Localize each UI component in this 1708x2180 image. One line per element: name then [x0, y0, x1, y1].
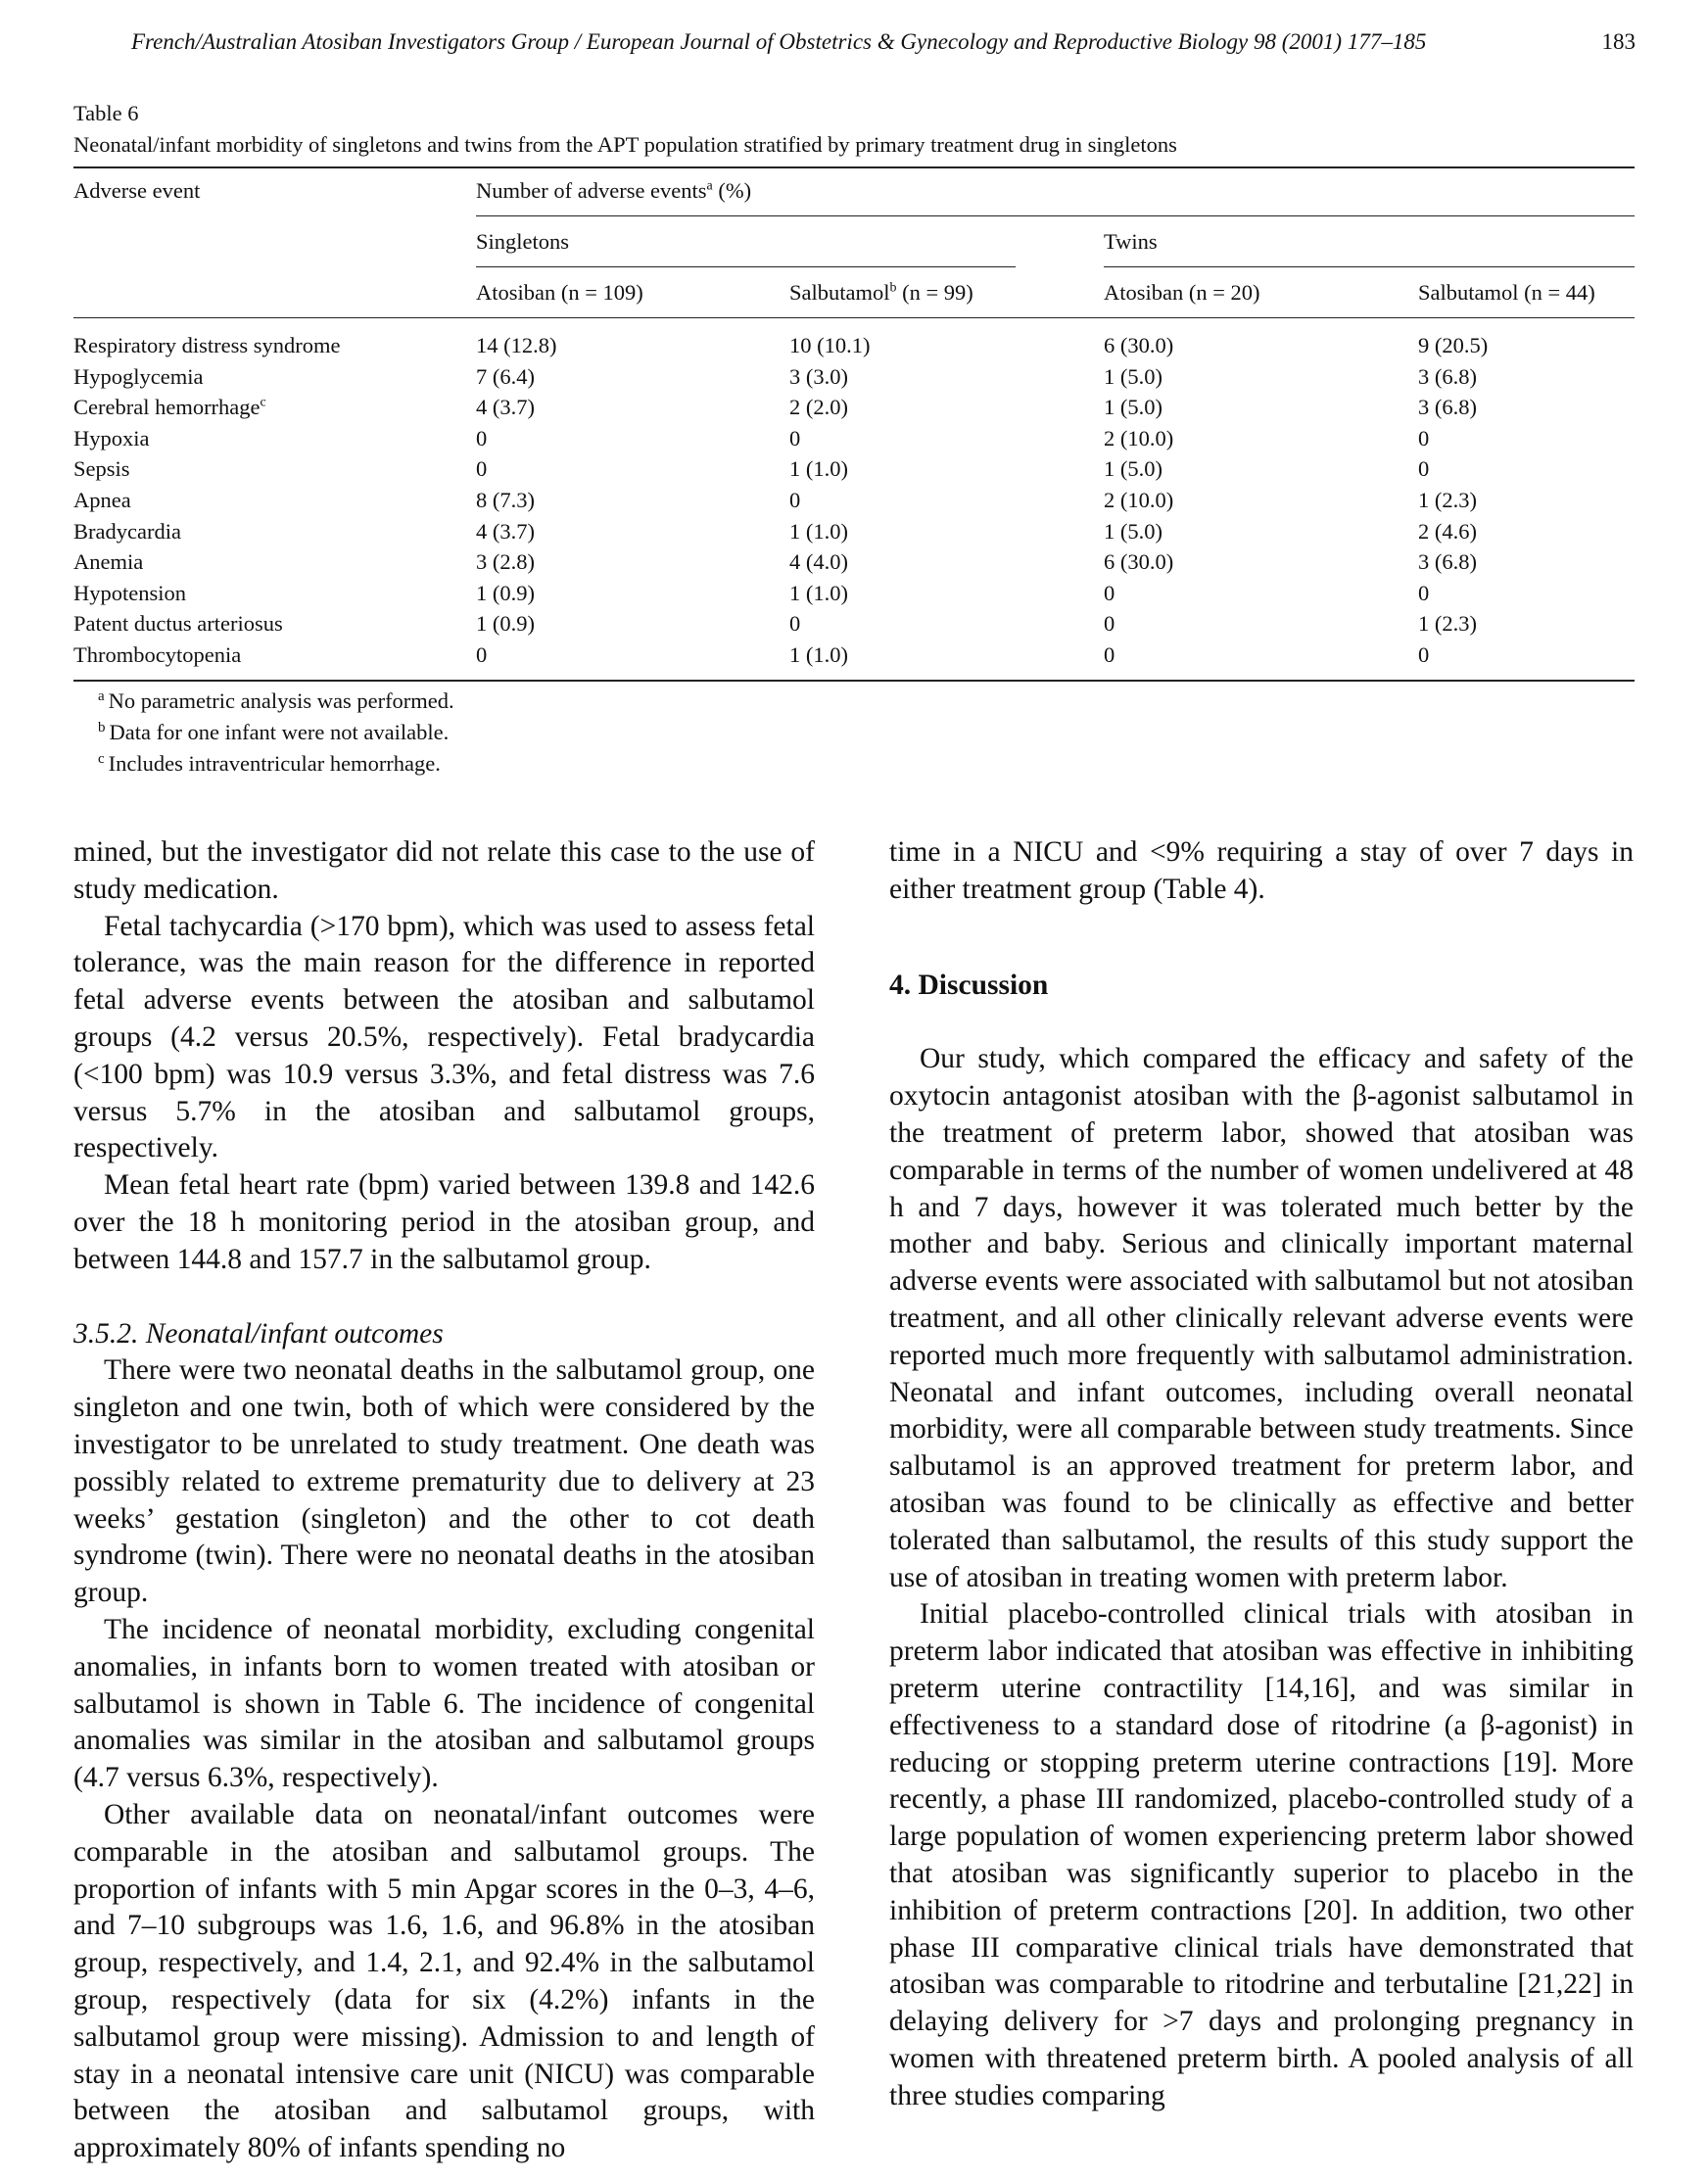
- footnote-b: $^b$ Data for one infant were not available.: [98, 719, 450, 744]
- paragraph: The incidence of neonatal morbidity, excluding congenital anomalies, in infants born to women treated with atosiban or salbutamol is shown in Table 6. The incidence of congenital anomalies was similar in the atosiban and salbutamol groups (4.7 versus 6.3%, respectively).: [73, 1613, 815, 1794]
- paragraph: Our study, which compared the efficacy and safety of the oxytocin antagonist atosiban with the β-agonist salbutamol in the treatment of preterm labor, showed that atosiban was comparable in terms of the number of women undelivered at 48 h and 7 days, however it was tolerated much better by the mother and baby. Serious and clinically important maternal adverse events were associated with salbutamol but not atosiban treatment, and all other clinically relevant adverse events were reported much more frequently with salbutamol administration. Neonatal and infant outcomes, including overall neonatal morbidity, were all comparable between study treatments. Since salbutamol is an approved treatment for preterm labor, and atosiban was found to be clinically as effective and better tolerated than salbutamol, the results of this study support the use of atosiban in treating women with preterm labor.: [889, 1043, 1634, 1593]
- table-cell: 0: [1104, 611, 1115, 637]
- table-cell: 4 (3.7): [476, 395, 535, 420]
- table-cell: 0: [476, 456, 488, 482]
- table-cell: 0: [1418, 580, 1430, 605]
- table-cell: 0: [1418, 425, 1430, 450]
- table-row-event: Hypoglycemia: [73, 363, 204, 389]
- table-cell: 1 (1.0): [789, 456, 848, 482]
- table-label: Table 6: [73, 101, 139, 125]
- footnote-a: $^a$ No parametric analysis was performed.: [98, 687, 454, 713]
- header-span-rule: [476, 215, 1635, 216]
- table-row-event: Anemia: [73, 549, 144, 575]
- table-cell: 3 (6.8): [1418, 549, 1477, 575]
- paragraph: Fetal tachycardia (>170 bpm), which was used to assess fetal tolerance, was the main reason for the difference in reported fetal adverse events between the atosiban and salbutamol groups (4.2 versus 20.5%, respectively). Fetal bradycardia (<100 bpm) was 10.9 versus 3.3%, and fetal distress was 7.6 versus 5.7% in the atosiban and salbutamol groups, respectively.: [73, 910, 815, 1164]
- table-cell: 1 (5.0): [1104, 395, 1162, 420]
- table-row-event: Hypotension: [73, 580, 186, 605]
- table-cell: 1 (1.0): [789, 642, 848, 667]
- table-cell: 1 (5.0): [1104, 456, 1162, 482]
- table-cell: 10 (10.1): [789, 333, 871, 357]
- header-col-salbutamol-singletons: Salbutamol$^b$ (n = 99): [789, 280, 973, 305]
- table-row-event: Cerebral hemorrhage$^c$: [73, 395, 266, 420]
- header-number-of-events: Number of adverse events$^a$ (%): [476, 178, 752, 203]
- table-cell: 9 (20.5): [1418, 333, 1489, 357]
- table-row-event: Sepsis: [73, 456, 130, 482]
- table-cell: 1 (2.3): [1418, 488, 1477, 512]
- table-row-event: Apnea: [73, 488, 131, 512]
- right-column: [889, 834, 1634, 2115]
- table-footnotes: [98, 686, 454, 780]
- table-cell: 0: [476, 642, 488, 667]
- table-cell: 0: [789, 425, 801, 450]
- table-cell: 0: [1418, 642, 1430, 667]
- subsection-heading: 3.5.2. Neonatal/infant outcomes: [73, 1317, 444, 1350]
- table-cell: 1 (0.9): [476, 611, 535, 637]
- paragraph: Initial placebo-controlled clinical trials with atosiban in preterm labor indicated that atosiban was effective in inhibiting preterm uterine contractility [14,16], and was similar in effectiveness to a standard dose of ritodrine (a β-agonist) in reducing or stopping preterm uterine contractions [19]. More recently, a phase III randomized, placebo-controlled study of a large population of women experiencing preterm labor showed that atosiban was significantly superior to placebo in the inhibition of preterm contractions [20]. In addition, two other phase III comparative clinical trials have demonstrated that atosiban was comparable to ritodrine and terbutaline [21,22] in delaying delivery for >7 days and prolonging pregnancy in women with threatened preterm birth. A pooled analysis of all three studies comparing: [889, 1598, 1634, 2111]
- table-bottom-rule: [73, 680, 1635, 682]
- table-title: Neonatal/infant morbidity of singletons and twins from the APT population stratified by primary treatment drug in singletons: [73, 132, 1177, 157]
- paragraph: time in a NICU and <9% requiring a stay of over 7 days in either treatment group (Table 4).: [889, 836, 1634, 905]
- table-cell: 2 (2.0): [789, 395, 848, 420]
- table-cell: 1 (1.0): [789, 580, 848, 605]
- table-cell: 0: [476, 425, 488, 450]
- header-singletons: Singletons: [476, 229, 570, 254]
- table-cell: 0: [789, 611, 801, 637]
- table-cell: 3 (6.8): [1418, 395, 1477, 420]
- table-cell: 6 (30.0): [1104, 333, 1174, 357]
- paragraph: Other available data on neonatal/infant outcomes were comparable in the atosiban and salbutamol groups. The proportion of infants with 5 min Apgar scores in the 0–3, 4–6, and 7–10 subgroups was 1.6, 1.6, and 96.8% in the atosiban group, respectively, and 1.4, 2.1, and 92.4% in the salbutamol group, respectively (data for six (4.2%) infants in the salbutamol group were missing). Admission to and length of stay in a neonatal intensive care unit (NICU) was comparable between the atosiban and salbutamol groups, with approximately 80% of infants spending no: [73, 1798, 815, 2164]
- singletons-rule: [476, 266, 1016, 267]
- header-col-salbutamol-twins: Salbutamol (n = 44): [1418, 280, 1595, 305]
- header-twins: Twins: [1104, 229, 1158, 254]
- table-cell: 4 (4.0): [789, 549, 848, 575]
- table-cell: 1 (5.0): [1104, 518, 1162, 544]
- table-cell: 7 (6.4): [476, 363, 535, 389]
- table-cell: 3 (2.8): [476, 549, 535, 575]
- header-bottom-rule: [73, 317, 1635, 318]
- table-cell: 1 (1.0): [789, 518, 848, 544]
- table-cell: 1 (2.3): [1418, 611, 1477, 637]
- running-head: [131, 29, 1636, 55]
- table-cell: 3 (6.8): [1418, 363, 1477, 389]
- table-row-event: Bradycardia: [73, 518, 181, 544]
- table-cell: 0: [1418, 456, 1430, 482]
- table-row-event: Respiratory distress syndrome: [73, 333, 341, 357]
- table-cell: 3 (3.0): [789, 363, 848, 389]
- table-cell: 2 (10.0): [1104, 488, 1174, 512]
- running-head-text: French/Australian Atosiban Investigators Group / European Journal of Obstetrics & Gynecology and Reproductive Biology 98 (2001) 177–185: [131, 29, 1427, 54]
- table-row-event: Hypoxia: [73, 425, 150, 450]
- table-cell: 2 (10.0): [1104, 425, 1174, 450]
- table-cell: 1 (5.0): [1104, 363, 1162, 389]
- header-col-atosiban-singletons: Atosiban (n = 109): [476, 280, 643, 305]
- table-cell: 4 (3.7): [476, 518, 535, 544]
- table-cell: 0: [789, 488, 801, 512]
- page-number: 183: [1601, 29, 1636, 54]
- table-cell: 1 (0.9): [476, 580, 535, 605]
- left-column: [73, 834, 815, 2167]
- table-cell: 0: [1104, 642, 1115, 667]
- table-top-rule: [73, 166, 1635, 168]
- table-cell: 6 (30.0): [1104, 549, 1174, 575]
- table-caption: [73, 98, 1640, 161]
- paragraph: Mean fetal heart rate (bpm) varied between 139.8 and 142.6 over the 18 h monitoring period in the atosiban group, and between 144.8 and 157.7 in the salbutamol group.: [73, 1169, 815, 1275]
- table-cell: 2 (4.6): [1418, 518, 1477, 544]
- footnote-c: $^c$ Includes intraventricular hemorrhage.: [98, 750, 441, 776]
- header-col-atosiban-twins: Atosiban (n = 20): [1104, 280, 1260, 305]
- table-cell: 0: [1104, 580, 1115, 605]
- header-adverse-event: Adverse event: [73, 178, 201, 203]
- table-row-event: Thrombocytopenia: [73, 642, 242, 667]
- table-cell: 14 (12.8): [476, 333, 557, 357]
- table-row-event: Patent ductus arteriosus: [73, 611, 283, 637]
- section-heading: 4. Discussion: [889, 969, 1049, 1001]
- paragraph: mined, but the investigator did not relate this case to the use of study medication.: [73, 836, 815, 905]
- twins-rule: [1104, 266, 1635, 267]
- table-cell: 8 (7.3): [476, 488, 535, 512]
- paragraph: There were two neonatal deaths in the salbutamol group, one singleton and one twin, both of which were considered by the investigator to be unrelated to study treatment. One death was possibly related to extreme prematurity due to delivery at 23 weeks’ gestation (singleton) and the other to cot death syndrome (twin). There were no neonatal deaths in the atosiban group.: [73, 1354, 815, 1609]
